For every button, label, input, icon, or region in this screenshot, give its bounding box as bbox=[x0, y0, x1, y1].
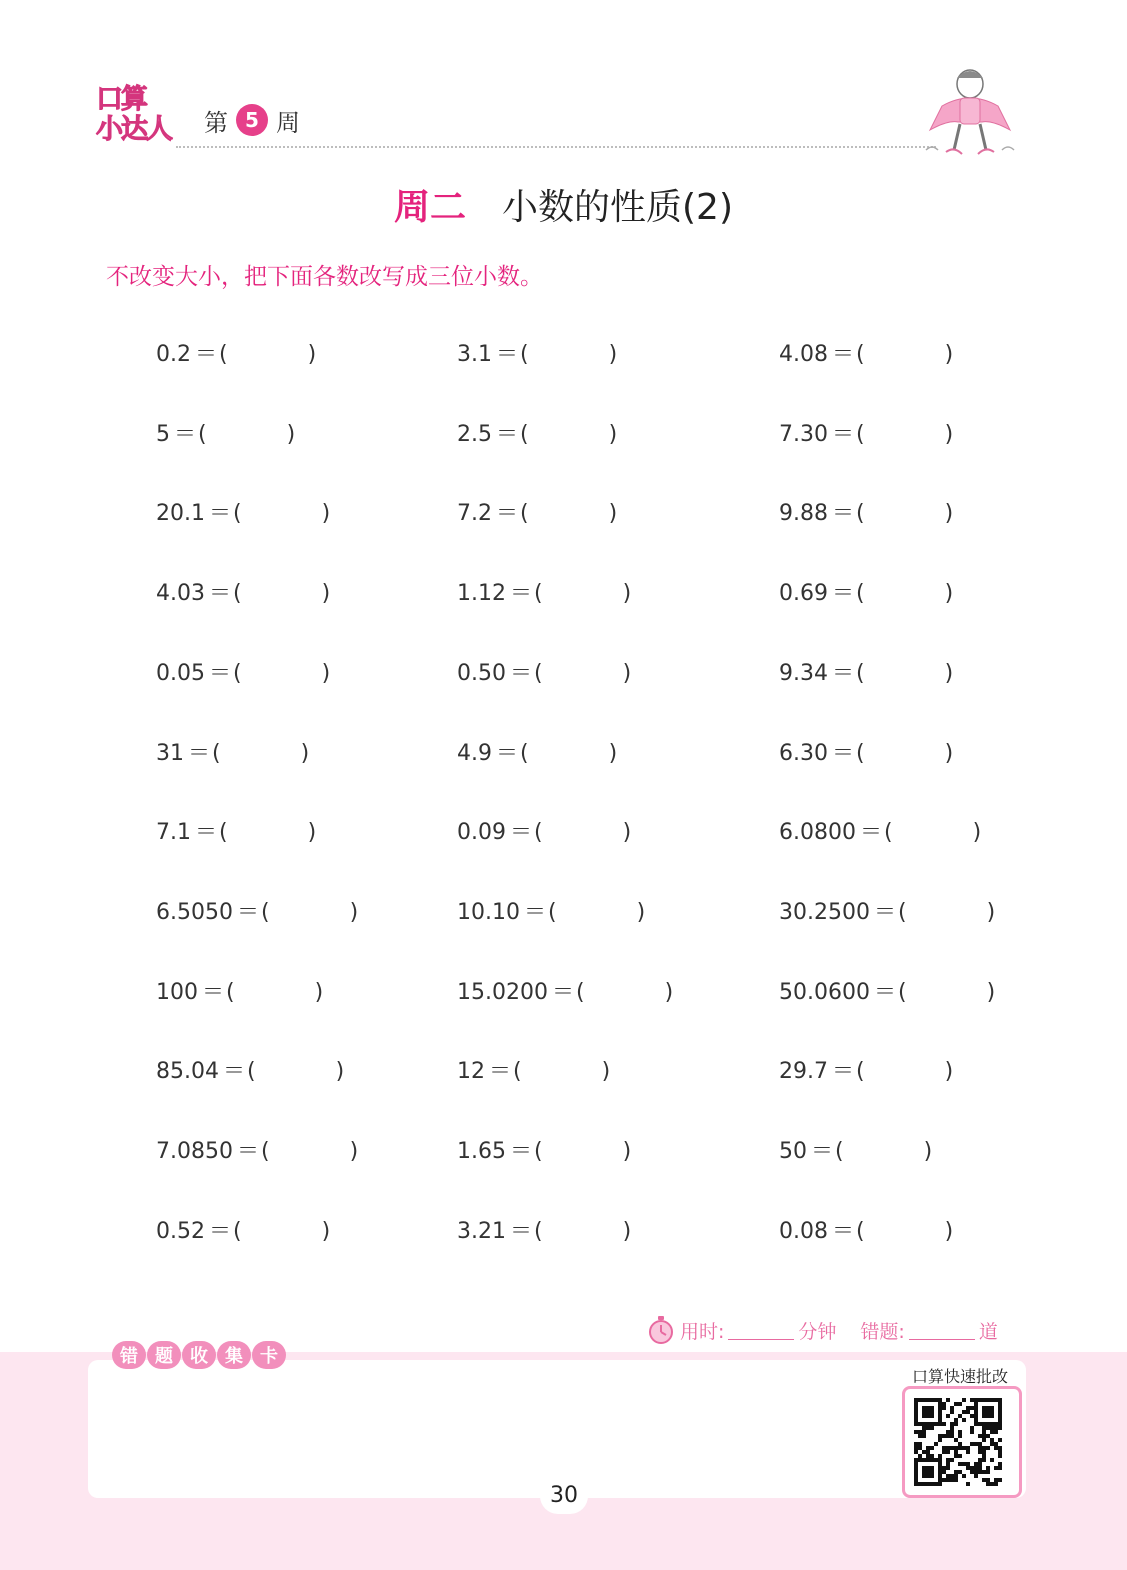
problem-number: 0.2 bbox=[156, 342, 191, 367]
card-title bbox=[112, 1341, 287, 1369]
open-paren: ( bbox=[520, 342, 529, 367]
close-paren: ) bbox=[636, 899, 646, 925]
equals-sign: ＝ bbox=[174, 421, 197, 447]
problem-item bbox=[779, 1217, 953, 1247]
open-paren: ( bbox=[898, 899, 907, 925]
close-paren: ) bbox=[944, 581, 954, 607]
problem-item bbox=[457, 739, 617, 769]
open-paren: ( bbox=[534, 1218, 543, 1244]
equals-sign: ＝ bbox=[208, 660, 231, 686]
equals-sign: ＝ bbox=[509, 581, 532, 607]
equals-sign: ＝ bbox=[208, 581, 231, 607]
open-paren: ( bbox=[835, 1139, 844, 1164]
title-day: 周二 bbox=[393, 187, 466, 228]
problem-number: 3.21 bbox=[457, 1218, 506, 1244]
problem-item bbox=[457, 1057, 610, 1087]
problem-number: 15.0200 bbox=[457, 979, 548, 1005]
problem-number: 3.1 bbox=[457, 342, 492, 367]
open-paren: ( bbox=[233, 660, 242, 686]
week-number-badge: 5 bbox=[236, 104, 268, 136]
brand-logo bbox=[94, 86, 180, 150]
time-unit: 分钟 bbox=[798, 1320, 837, 1343]
close-paren: ) bbox=[944, 1059, 954, 1085]
close-paren: ) bbox=[622, 581, 632, 607]
problem-number: 100 bbox=[156, 979, 198, 1005]
card-title-char: 集 bbox=[217, 1341, 251, 1369]
open-paren: ( bbox=[576, 979, 585, 1005]
errors-unit: 道 bbox=[978, 1320, 998, 1343]
open-paren: ( bbox=[856, 660, 865, 686]
close-paren: ) bbox=[622, 660, 632, 686]
open-paren: ( bbox=[513, 1059, 522, 1085]
problem-item bbox=[457, 340, 617, 370]
open-paren: ( bbox=[856, 421, 865, 447]
problem-number: 50 bbox=[779, 1139, 807, 1164]
open-paren: ( bbox=[233, 501, 242, 527]
open-paren: ( bbox=[898, 979, 907, 1005]
problem-item bbox=[156, 978, 323, 1008]
open-paren: ( bbox=[534, 820, 543, 846]
open-paren: ( bbox=[226, 979, 235, 1005]
problem-item bbox=[457, 898, 645, 928]
equals-sign: ＝ bbox=[188, 740, 211, 766]
close-paren: ) bbox=[321, 501, 331, 527]
close-paren: ) bbox=[944, 740, 954, 766]
equals-sign: ＝ bbox=[496, 421, 519, 447]
week-prefix: 第 bbox=[204, 108, 228, 137]
close-paren: ) bbox=[321, 1218, 331, 1244]
problem-item bbox=[779, 739, 953, 769]
problem-item bbox=[156, 898, 358, 928]
problem-item bbox=[156, 739, 309, 769]
problem-item bbox=[156, 340, 316, 370]
problem-item bbox=[457, 818, 631, 848]
problem-item bbox=[779, 499, 953, 529]
open-paren: ( bbox=[534, 581, 543, 607]
open-paren: ( bbox=[233, 1218, 242, 1244]
problem-item bbox=[457, 420, 617, 450]
problem-number: 1.12 bbox=[457, 581, 506, 607]
problem-item bbox=[779, 659, 953, 689]
open-paren: ( bbox=[261, 1139, 270, 1164]
problem-number: 0.52 bbox=[156, 1218, 205, 1244]
problem-number: 4.03 bbox=[156, 581, 205, 607]
close-paren: ) bbox=[608, 342, 618, 367]
qr-code-frame[interactable] bbox=[902, 1386, 1022, 1498]
close-paren: ) bbox=[349, 899, 359, 925]
equals-sign: ＝ bbox=[509, 660, 532, 686]
close-paren: ) bbox=[622, 1139, 632, 1164]
problem-item bbox=[457, 978, 673, 1008]
problem-item bbox=[779, 340, 953, 370]
close-paren: ) bbox=[321, 660, 331, 686]
problem-number: 50.0600 bbox=[779, 979, 870, 1005]
equals-sign: ＝ bbox=[811, 1139, 834, 1164]
open-paren: ( bbox=[856, 1059, 865, 1085]
problem-number: 0.05 bbox=[156, 660, 205, 686]
problem-number: 29.7 bbox=[779, 1059, 828, 1085]
close-paren: ) bbox=[601, 1059, 611, 1085]
logo-line2: 小达人 bbox=[96, 114, 171, 145]
open-paren: ( bbox=[233, 581, 242, 607]
problem-item bbox=[156, 1057, 344, 1087]
equals-sign: ＝ bbox=[489, 1059, 512, 1085]
time-label: 用时: bbox=[680, 1320, 725, 1343]
open-paren: ( bbox=[534, 1139, 543, 1164]
close-paren: ) bbox=[664, 979, 674, 1005]
close-paren: ) bbox=[622, 820, 632, 846]
problem-number: 7.30 bbox=[779, 421, 828, 447]
card-title-char: 卡 bbox=[252, 1341, 286, 1369]
page-title bbox=[0, 184, 1127, 232]
problem-number: 7.1 bbox=[156, 820, 191, 846]
errors-blank[interactable] bbox=[909, 1321, 975, 1340]
problem-item bbox=[457, 1217, 631, 1247]
close-paren: ) bbox=[300, 740, 310, 766]
close-paren: ) bbox=[307, 342, 317, 367]
close-paren: ) bbox=[944, 501, 954, 527]
equals-sign: ＝ bbox=[236, 1139, 259, 1164]
problem-number: 4.9 bbox=[457, 740, 492, 766]
close-paren: ) bbox=[986, 979, 996, 1005]
equals-sign: ＝ bbox=[496, 501, 519, 527]
close-paren: ) bbox=[608, 501, 618, 527]
equals-sign: ＝ bbox=[831, 501, 854, 527]
equals-sign: ＝ bbox=[873, 899, 896, 925]
open-paren: ( bbox=[219, 820, 228, 846]
week-suffix: 周 bbox=[276, 108, 300, 137]
problem-number: 9.34 bbox=[779, 660, 828, 686]
equals-sign: ＝ bbox=[831, 342, 854, 367]
qr-code-icon bbox=[914, 1398, 1010, 1486]
stopwatch-icon bbox=[648, 1316, 674, 1344]
equals-sign: ＝ bbox=[202, 979, 225, 1005]
equals-sign: ＝ bbox=[831, 421, 854, 447]
problem-number: 7.0850 bbox=[156, 1139, 233, 1164]
problem-number: 0.69 bbox=[779, 581, 828, 607]
title-topic: 小数的性质(2) bbox=[502, 187, 733, 228]
close-paren: ) bbox=[986, 899, 996, 925]
equals-sign: ＝ bbox=[859, 820, 882, 846]
equals-sign: ＝ bbox=[831, 581, 854, 607]
close-paren: ) bbox=[349, 1139, 359, 1164]
problem-number: 20.1 bbox=[156, 501, 205, 527]
close-paren: ) bbox=[335, 1059, 345, 1085]
close-paren: ) bbox=[622, 1218, 632, 1244]
card-title-char: 收 bbox=[182, 1341, 216, 1369]
equals-sign: ＝ bbox=[551, 979, 574, 1005]
problem-item bbox=[779, 1137, 932, 1167]
open-paren: ( bbox=[548, 899, 557, 925]
equals-sign: ＝ bbox=[496, 740, 519, 766]
logo-line1: 口算 bbox=[96, 84, 146, 115]
problem-item bbox=[779, 420, 953, 450]
close-paren: ) bbox=[307, 820, 317, 846]
problem-item bbox=[156, 1217, 330, 1247]
problem-number: 30.2500 bbox=[779, 899, 870, 925]
problem-number: 4.08 bbox=[779, 342, 828, 367]
problem-item bbox=[779, 898, 995, 928]
problem-number: 6.0800 bbox=[779, 820, 856, 846]
problem-number: 1.65 bbox=[457, 1139, 506, 1164]
open-paren: ( bbox=[520, 421, 529, 447]
problem-number: 5 bbox=[156, 421, 170, 447]
open-paren: ( bbox=[856, 1218, 865, 1244]
equals-sign: ＝ bbox=[831, 1218, 854, 1244]
equals-sign: ＝ bbox=[222, 1059, 245, 1085]
problem-number: 10.10 bbox=[457, 899, 520, 925]
open-paren: ( bbox=[219, 342, 228, 367]
problem-item bbox=[457, 579, 631, 609]
equals-sign: ＝ bbox=[496, 342, 519, 367]
problem-number: 12 bbox=[457, 1059, 485, 1085]
problem-number: 0.08 bbox=[779, 1218, 828, 1244]
problem-item bbox=[457, 659, 631, 689]
problem-number: 2.5 bbox=[457, 421, 492, 447]
equals-sign: ＝ bbox=[873, 979, 896, 1005]
problem-number: 6.5050 bbox=[156, 899, 233, 925]
superhero-mascot-icon bbox=[922, 66, 1018, 160]
close-paren: ) bbox=[944, 421, 954, 447]
equals-sign: ＝ bbox=[195, 820, 218, 846]
page-number: 30 bbox=[540, 1478, 588, 1514]
open-paren: ( bbox=[198, 421, 207, 447]
open-paren: ( bbox=[212, 740, 221, 766]
equals-sign: ＝ bbox=[509, 1218, 532, 1244]
problem-item bbox=[156, 1137, 358, 1167]
open-paren: ( bbox=[884, 820, 893, 846]
problem-item bbox=[779, 978, 995, 1008]
equals-sign: ＝ bbox=[831, 660, 854, 686]
problem-number: 0.50 bbox=[457, 660, 506, 686]
open-paren: ( bbox=[534, 660, 543, 686]
open-paren: ( bbox=[520, 501, 529, 527]
equals-sign: ＝ bbox=[236, 899, 259, 925]
equals-sign: ＝ bbox=[509, 820, 532, 846]
problem-number: 9.88 bbox=[779, 501, 828, 527]
errors-label: 错题: bbox=[860, 1320, 905, 1343]
problem-item bbox=[156, 818, 316, 848]
close-paren: ) bbox=[608, 421, 618, 447]
problem-item bbox=[779, 1057, 953, 1087]
close-paren: ) bbox=[286, 421, 296, 447]
problem-item bbox=[457, 499, 617, 529]
close-paren: ) bbox=[972, 820, 982, 846]
close-paren: ) bbox=[944, 1218, 954, 1244]
instruction-text: 不改变大小，把下面各数改写成三位小数。 bbox=[106, 264, 543, 290]
time-errors-record bbox=[648, 1316, 998, 1344]
equals-sign: ＝ bbox=[509, 1139, 532, 1164]
problem-number: 0.09 bbox=[457, 820, 506, 846]
time-blank[interactable] bbox=[728, 1321, 794, 1340]
problem-number: 6.30 bbox=[779, 740, 828, 766]
qr-label: 口算快速批改 bbox=[912, 1367, 1009, 1386]
problem-number: 85.04 bbox=[156, 1059, 219, 1085]
problem-item bbox=[156, 420, 295, 450]
problem-item bbox=[457, 1137, 631, 1167]
equals-sign: ＝ bbox=[208, 1218, 231, 1244]
equals-sign: ＝ bbox=[523, 899, 546, 925]
problem-number: 7.2 bbox=[457, 501, 492, 527]
close-paren: ) bbox=[944, 660, 954, 686]
close-paren: ) bbox=[923, 1139, 933, 1164]
open-paren: ( bbox=[856, 501, 865, 527]
open-paren: ( bbox=[247, 1059, 256, 1085]
problem-item bbox=[156, 579, 330, 609]
equals-sign: ＝ bbox=[195, 342, 218, 367]
close-paren: ) bbox=[608, 740, 618, 766]
open-paren: ( bbox=[856, 740, 865, 766]
card-title-char: 错 bbox=[112, 1341, 146, 1369]
equals-sign: ＝ bbox=[831, 740, 854, 766]
close-paren: ) bbox=[944, 342, 954, 367]
week-label bbox=[204, 102, 300, 138]
open-paren: ( bbox=[856, 342, 865, 367]
problem-item bbox=[779, 818, 981, 848]
close-paren: ) bbox=[321, 581, 331, 607]
open-paren: ( bbox=[856, 581, 865, 607]
problem-item bbox=[156, 659, 330, 689]
equals-sign: ＝ bbox=[208, 501, 231, 527]
problem-item bbox=[156, 499, 330, 529]
card-title-char: 题 bbox=[147, 1341, 181, 1369]
header-divider bbox=[176, 146, 936, 148]
open-paren: ( bbox=[261, 899, 270, 925]
problem-item bbox=[779, 579, 953, 609]
open-paren: ( bbox=[520, 740, 529, 766]
problem-number: 31 bbox=[156, 740, 184, 766]
close-paren: ) bbox=[314, 979, 324, 1005]
equals-sign: ＝ bbox=[831, 1059, 854, 1085]
